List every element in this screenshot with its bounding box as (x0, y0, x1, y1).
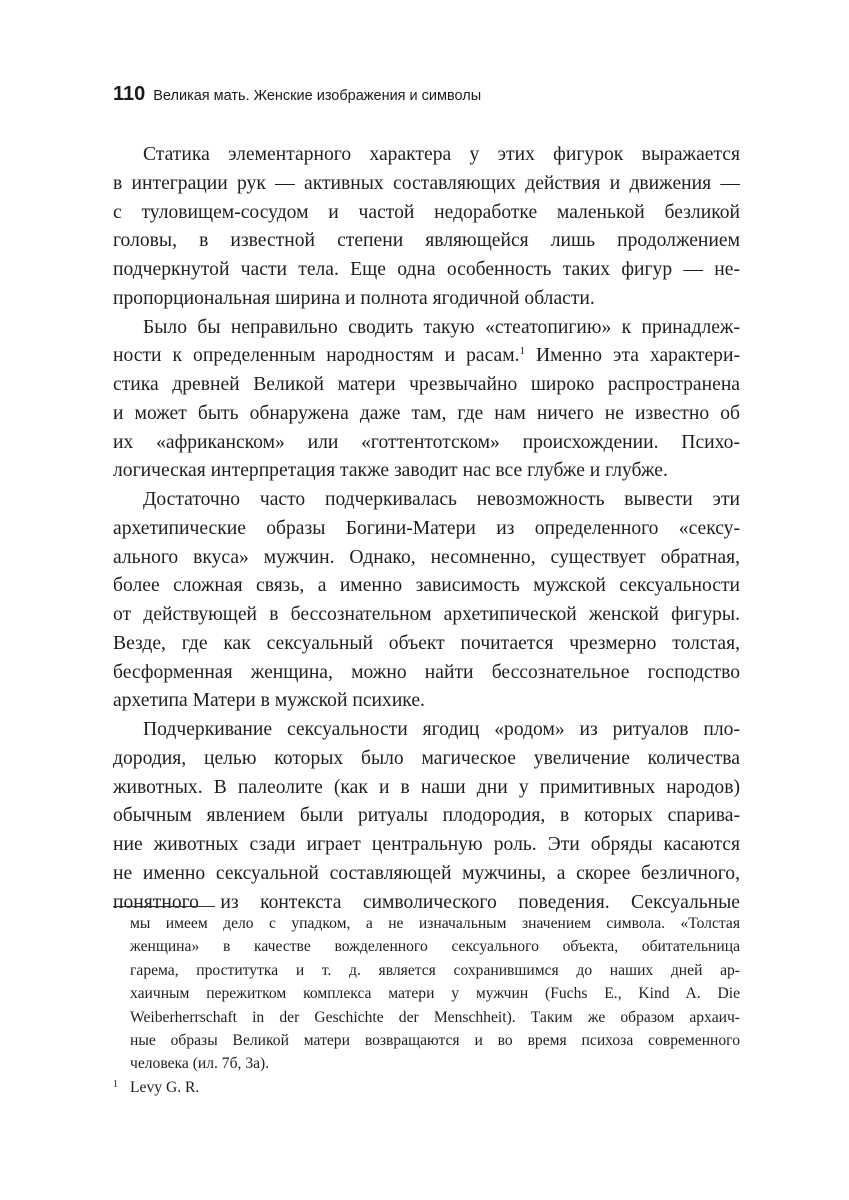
footnote-ref: 1 (519, 345, 526, 358)
text-line: животных. В палеолите (как и в наши дни у примитивных народов) (113, 776, 740, 798)
text-line: более сложная связь, а именно зависимость мужской сексуальности (113, 575, 740, 597)
text-line: ального вкуса» мужчин. Однако, несомненно, существует обратная, (113, 546, 740, 568)
footnote-line: ные образы Великой матери возвращаются и во время психоза современного (130, 1032, 740, 1050)
footnote-separator (113, 906, 215, 907)
text-line: понятного из контекста символического поведения. Сексуальные (113, 891, 740, 913)
text-line: Было бы неправильно сводить такую «стеатопигию» к принадлеж- (143, 316, 740, 338)
text-line: и может быть обнаружена даже там, где нам ничего не известно об (113, 402, 740, 424)
running-title: Великая мать. Женские изображения и символы (153, 88, 482, 104)
text-line: с туловищем-сосудом и частой недоработке маленькой безликой (113, 201, 740, 223)
text-line: подчеркнутой части тела. Еще одна особенность таких фигур — не- (113, 259, 740, 280)
text-line: обычным явлением были ритуалы плодородия, в которых спарива- (113, 805, 740, 827)
text-line: Подчеркивание сексуальности ягодиц «родом» из ритуалов пло- (143, 719, 740, 740)
text-segment: Именно эта характери- (536, 345, 740, 367)
footnote-text: Levy G. R. (130, 1078, 200, 1096)
text-line: логическая интерпретация также заводит нас все глубже и глубже. (113, 460, 668, 482)
footnote-line: гарема, проститутка и т. д. является сохранившимся до наших дней ар- (130, 961, 740, 979)
text-line (113, 342, 740, 371)
page-number: 110 (113, 83, 146, 105)
text-line: головы, в известной степени являющейся лишь продолжением (113, 230, 740, 252)
footnote-marker: 1 (113, 1078, 118, 1090)
footnote-line: мы имеем дело с упадком, а не изначальным значением символа. «Толстая (130, 915, 740, 932)
text-line: в интеграции рук — активных составляющих действия и движения — (113, 172, 740, 194)
footnote-line: человека (ил. 7б, 3а). (130, 1055, 270, 1073)
footnote-line: Weiberherrschaft in der Geschichte der Menschheit). Таким же образом архаич- (130, 1008, 740, 1026)
text-line: архетипические образы Богини-Матери из определенного «сексу- (113, 517, 740, 539)
paragraph-3 (113, 486, 740, 716)
text-line: Достаточно часто подчеркивалась невозможность вывести эти (143, 489, 740, 510)
main-text (113, 141, 740, 917)
text-line: их «африканском» или «готтентотском» происхождении. Психо- (113, 431, 740, 453)
footnote-line: женщина» в качестве вожделенного сексуального объекта, обитательница (130, 938, 740, 956)
text-line: бесформенная женщина, можно найти бессознательное господство (113, 661, 740, 683)
footnote-continued (113, 912, 740, 1076)
text-line: пропорциональная ширина и полнота ягодичной области. (113, 287, 595, 309)
text-line: Статика элементарного характера у этих фигурок выражается (143, 144, 740, 165)
text-line: от действующей в бессознательном архетипической женской фигуры. (113, 604, 740, 625)
paragraph-2 (113, 314, 740, 487)
footnote-line: хаичным пережитком комплекса матери у мужчин (Fuchs E., Kind A. Die (130, 985, 740, 1003)
text-line: дородия, целью которых было магическое увеличение количества (113, 747, 740, 769)
paragraph-4 (113, 716, 740, 917)
text-line: не именно сексуальной составляющей мужчины, а скорее безличного, (113, 862, 740, 884)
text-line: стика древней Великой матери чрезвычайно широко распространена (113, 374, 740, 395)
text-line: Везде, где как сексуальный объект почитается чрезмерно толстая, (113, 632, 740, 654)
text-line: архетипа Матери в мужской психике. (113, 690, 425, 712)
footnote-1 (113, 1076, 740, 1101)
paragraph-1 (113, 141, 740, 314)
footnotes (113, 912, 740, 1101)
running-header (113, 83, 753, 113)
text-segment: ности к определенным народностям и расам. (113, 345, 520, 367)
text-line: ние животных сзади играет центральную роль. Эти обряды касаются (113, 834, 740, 855)
